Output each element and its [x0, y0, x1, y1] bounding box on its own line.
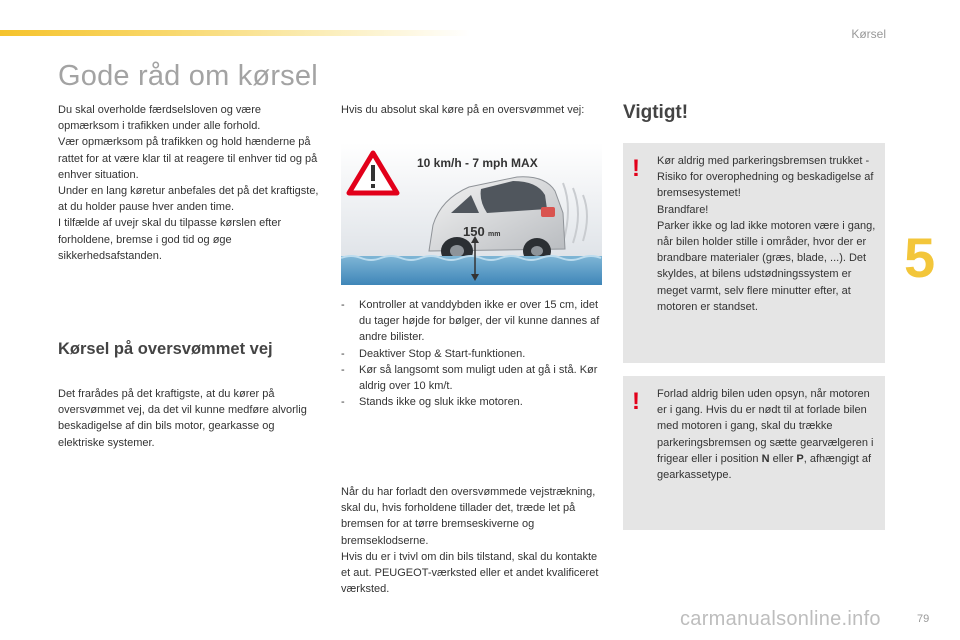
middle-intro-paragraph: Hvis du absolut skal køre på en oversvømmet vej:: [341, 104, 585, 116]
list-item: - Kør så langsomt som muligt uden at gå i stå. Kør aldrig over 10 km/t.: [341, 362, 606, 394]
header-accent-bar: [0, 30, 470, 36]
list-item-text: Stands ikke og sluk ikke motoren.: [359, 396, 523, 409]
warning-text: [657, 153, 877, 315]
flood-heading: Kørsel på oversvømmet vej: [58, 340, 273, 358]
intro-text: [58, 102, 320, 264]
page-number: 79: [917, 613, 930, 625]
list-item-text: Kør så langsomt som muligt uden at gå i stå. Kør aldrig over 10 km/t.: [359, 363, 598, 393]
warning-box-brake: [623, 143, 885, 363]
page-title: Gode råd om kørsel: [58, 60, 318, 92]
list-item: - Deaktiver Stop & Start-funktionen.: [341, 346, 606, 362]
after-flood-paragraph: Hvis du er i tvivl om din bils tilstand, skal du kontakte et aut. PEUGEOT-værksted eller et andet kvalificeret værksted.: [341, 550, 599, 596]
important-heading: Vigtigt!: [623, 102, 689, 123]
exclamation-icon: !: [632, 155, 640, 182]
warning-paragraph: Brandfare!: [657, 203, 709, 216]
warning-paragraph: Forlad aldrig bilen uden opsyn, når motoren er i gang. Hvis du er nødt til at forlade bilen med motoren i gang, skal du trække parkeringsbremsen og sætte gearvælgeren i frigear eller i position N eller P, afhængigt af gearkassetype.: [657, 388, 874, 482]
flood-text: [58, 386, 320, 451]
flood-paragraph: Det frarådes på det kraftigste, at du kører på oversvømmet vej, da det vil kunne medføre alvorlig beskadigelse af din bils motor, gearkasse og elektriske systemer.: [58, 388, 307, 449]
middle-intro: [341, 102, 603, 118]
speed-label: 10 km/h - 7 mph MAX: [417, 156, 538, 170]
watermark: carmanualsonline.info: [680, 608, 881, 630]
warning-box-unattended: [623, 376, 885, 530]
exclamation-icon: !: [632, 388, 640, 415]
list-item: - Kontroller at vanddybden ikke er over 15 cm, idet du tager højde for bølger, der vil kunne dannes af andre bilister.: [341, 297, 606, 346]
section-label: Kørsel: [851, 27, 886, 41]
warning-paragraph: Parker ikke og lad ikke motoren være i gang, når bilen holder stille i områder, hvor der er brandbare materialer (græs, blade, ...). Det skyldes, at bilens udstødningssystem er meget varmt, selv flere minutter efter, at motoren er standset.: [657, 219, 876, 313]
warning-text: [657, 386, 877, 483]
water-area: [341, 256, 602, 285]
flooded-road-illustration: [341, 143, 602, 285]
intro-paragraph: Vær opmærksom på trafikken og hold hænderne på rattet for at være klar til at reagere til enhver tid og på enhver situation.: [58, 136, 318, 181]
depth-value: 150: [463, 224, 485, 239]
warning-paragraph: Kør aldrig med parkeringsbremsen trukket - Risiko for overophedning og beskadigelse af bremsesystemet!: [657, 155, 874, 200]
list-item-text: Deaktiver Stop & Start-funktionen.: [359, 347, 526, 360]
intro-paragraph: Under en lang køretur anbefales det på det kraftigste, at du holder pause hver anden time.: [58, 185, 319, 214]
list-item: - Stands ikke og sluk ikke motoren.: [341, 394, 606, 410]
illustration-svg: [341, 143, 602, 285]
list-item-text: Kontroller at vanddybden ikke er over 15 cm, idet du tager højde for bølger, der vil kunne dannes af andre bilister.: [359, 299, 600, 344]
flood-instructions-list: [341, 297, 606, 410]
after-flood-text: [341, 484, 603, 597]
depth-unit: mm: [488, 231, 501, 238]
intro-paragraph: Du skal overholde færdselsloven og være opmærksom i trafikken under alle forhold.: [58, 104, 261, 133]
after-flood-paragraph: Når du har forladt den oversvømmede vejstrækning, skal du, hvis forholdene tillader det, træde let på bremsen for at tørre bremseskiverne og bremseklodserne.: [341, 486, 596, 547]
chapter-number: 5: [904, 226, 936, 289]
intro-paragraph: I tilfælde af uvejr skal du tilpasse kørslen efter forholdene, bremse i god tid og øge sikkerhedsafstanden.: [58, 217, 282, 262]
